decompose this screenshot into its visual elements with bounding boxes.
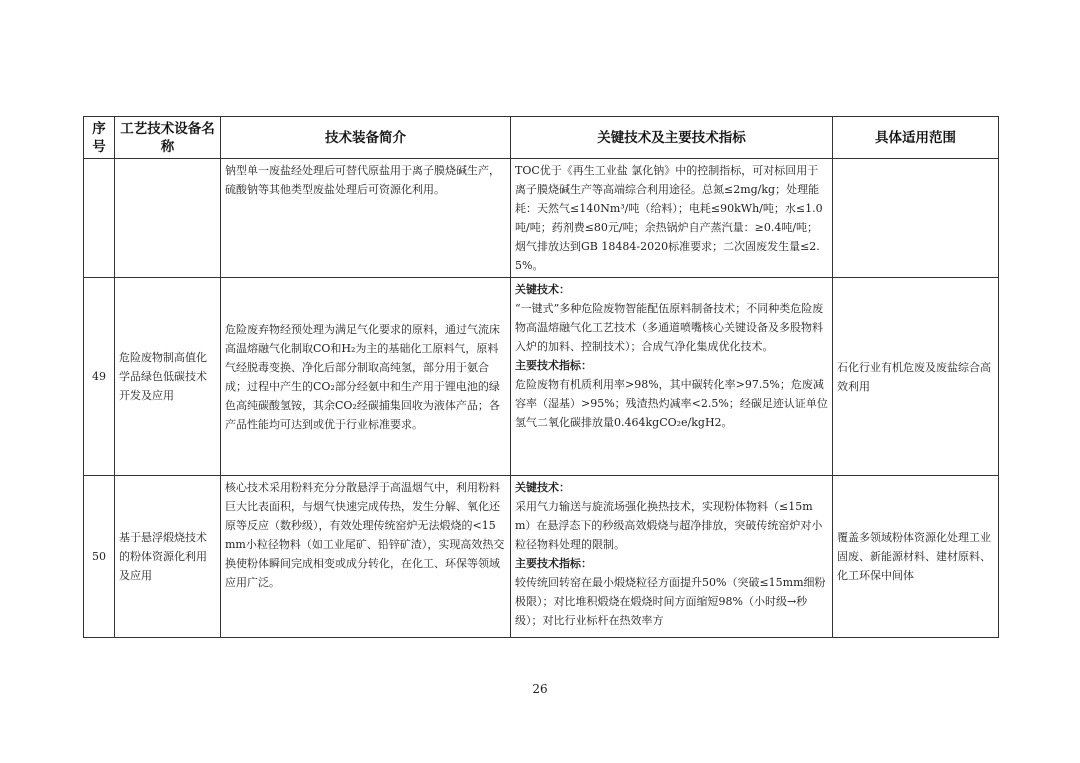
main-indicator-label: 主要技术指标： — [515, 359, 592, 372]
row-number — [84, 159, 115, 278]
header-name: 工艺技术设备名称 — [115, 117, 221, 159]
table-header-row — [84, 117, 999, 159]
key-text: TOC优于《再生工业盐 氯化钠》中的控制指标，可对标回用于离子膜烧碱生产等高端综合利用途径。总氮≤2mg/kg；处理能耗：天然气≤140Nm³/吨（给料）；电耗≤90kWh/吨；水≤1.0吨/吨；药剂费≤80元/吨；余热锅炉自产蒸汽量：≥0.4吨/吨；烟气排放达到GB 18484-2020标准要求；二次固废发生量≤2.5%。 — [515, 164, 823, 272]
row-key-tech — [511, 476, 833, 638]
table-row — [84, 476, 999, 638]
row-name — [115, 159, 221, 278]
key-tech-text: 采用气力输送与旋流场强化换热技术，实现粉体物料（≤15mm）在悬浮态下的秒级高效煅烧与超净排放，突破传统窑炉对小粒径物料处理的限制。 — [515, 500, 823, 551]
main-indicator-text: 较传统回转窑在最小煅烧粒径方面提升50%（突破≤15mm细粉极限）；对比堆积煅烧在煅烧时间方面缩短98%（小时级→秒级）；对比行业标杆在热效率方 — [515, 576, 826, 627]
row-intro: 钠型单一废盐经处理后可替代原盐用于离子膜烧碱生产，硫酸钠等其他类型废盐处理后可资源化利用。 — [221, 159, 511, 278]
key-tech-label: 关键技术： — [515, 283, 570, 296]
row-key-tech — [511, 159, 833, 278]
key-tech-text: “一键式”多种危险废物智能配伍原料制备技术；不同种类危险废物高温熔融气化工艺技术（多通道喷嘴核心关键设备及多股物料入炉的加料、控制技术）；合成气净化集成优化技术。 — [515, 302, 824, 353]
row-scope — [833, 159, 999, 278]
row-intro: 核心技术采用粉料充分分散悬浮于高温烟气中，利用粉料巨大比表面积，与烟气快速完成传热，发生分解、氧化还原等反应（数秒级），有效处理传统窑炉无法煅烧的<15mm小粒径物料（如工业尾矿、铅锌矿渣），实现高效热交换使粉体瞬间完成相变或成分转化，在化工、环保等领域应用广泛。 — [221, 476, 511, 638]
row-scope: 覆盖多领域粉体资源化处理工业固废、新能源材料、建材原料、化工环保中间体 — [833, 476, 999, 638]
row-name: 危险废物制高值化学品绿色低碳技术开发及应用 — [115, 278, 221, 476]
key-tech-label: 关键技术： — [515, 481, 570, 494]
header-scope: 具体适用范围 — [833, 117, 999, 159]
row-number: 49 — [84, 278, 115, 476]
header-key-tech: 关键技术及主要技术指标 — [511, 117, 833, 159]
row-name: 基于悬浮煅烧技术的粉体资源化利用及应用 — [115, 476, 221, 638]
table-row — [84, 278, 999, 476]
row-intro: 危险废弃物经预处理为满足气化要求的原料，通过气流床高温熔融气化制取CO和H₂为主的基础化工原料气，原料气经脱毒变换、净化后部分制取高纯氢，部分用于氨合成；过程中产生的CO₂部分经氨中和生产用于锂电池的绿色高纯碳酸氢铵，其余CO₂经碳捕集回收为液体产品；各产品性能均可达到或优于行业标准要求。 — [221, 278, 511, 476]
row-key-tech — [511, 278, 833, 476]
row-number: 50 — [84, 476, 115, 638]
header-intro: 技术装备简介 — [221, 117, 511, 159]
main-indicator-text: 危险废物有机质利用率>98%，其中碳转化率>97.5%；危废减容率（湿基）>95%；残渣热灼减率<2.5%；经碳足迹认证单位氢气二氧化碳排放量0.464kgCO₂e/kgH2。 — [515, 378, 828, 429]
table-row — [84, 159, 999, 278]
technology-table — [83, 116, 999, 638]
row-scope: 石化行业有机危废及废盐综合高效利用 — [833, 278, 999, 476]
main-indicator-label: 主要技术指标： — [515, 557, 592, 570]
header-serial: 序号 — [84, 117, 115, 159]
page-number: 26 — [532, 682, 548, 696]
